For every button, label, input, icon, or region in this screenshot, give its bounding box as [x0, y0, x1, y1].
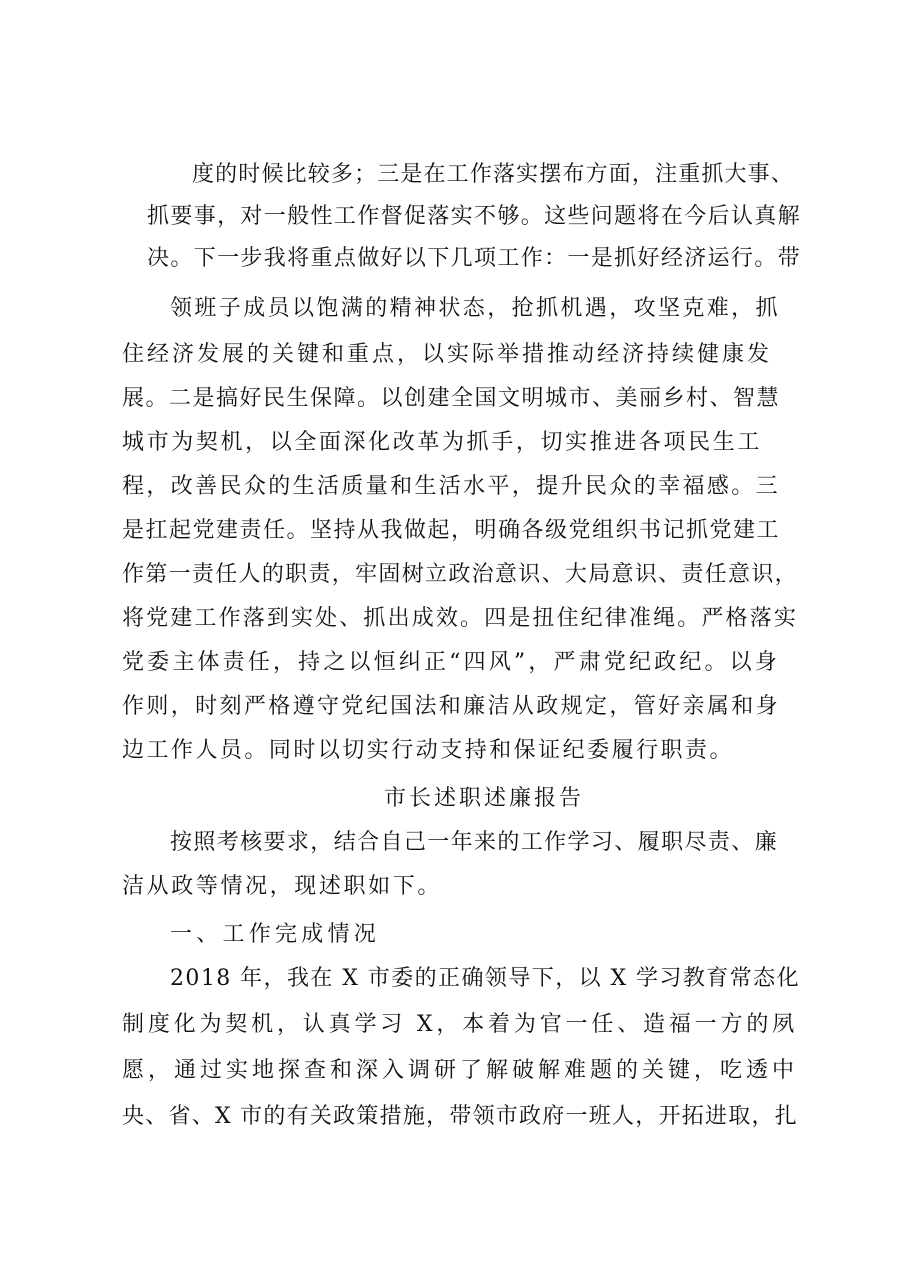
body-line: 央、省、X 市的有关政策措施，带领市政府一班人，开拓进取，扎	[122, 1104, 798, 1129]
body-line: 制度化为契机，认真学习 X，本着为官一任、造福一方的夙	[122, 1012, 798, 1037]
paragraph-line: 作第一责任人的职责，牢固树立政治意识、大局意识、责任意识，	[122, 562, 798, 587]
paragraph-line: 作则，时刻严格遵守党纪国法和廉洁从政规定，管好亲属和身	[122, 694, 780, 719]
paragraph-line: 住经济发展的关键和重点，以实际举措推动经济持续健康发	[122, 342, 772, 367]
intro-line: 按照考核要求，结合自己一年来的工作学习、履职尽责、廉	[170, 830, 778, 855]
body-line: 2018 年，我在 X 市委的正确领导下，以 X 学习教育常态化	[170, 966, 800, 991]
paragraph-line: 将党建工作落到实处、抓出成效。四是扭住纪律准绳。严格落实	[122, 606, 798, 631]
paragraph-line: 领班子成员以饱满的精神状态，抢抓机遇，攻坚克难，抓	[170, 296, 780, 321]
paragraph-line: 度的时候比较多；三是在工作落实摆布方面，注重抓大事、	[192, 162, 794, 187]
paragraph-line: 程，改善民众的生活质量和生活水平，提升民众的幸福感。三	[122, 474, 780, 499]
paragraph-line: 是扛起党建责任。坚持从我做起，明确各级党组织书记抓党建工	[122, 518, 780, 543]
intro-line: 洁从政等情况，现述职如下。	[122, 874, 442, 899]
paragraph-line: 边工作人员。同时以切实行动支持和保证纪委履行职责。	[122, 738, 734, 763]
body-line: 愿，通过实地探查和深入调研了解破解难题的关键，吃透中	[122, 1058, 798, 1083]
paragraph-line: 党委主体责任，持之以恒纠正“四风”，严肃党纪政纪。以身	[122, 650, 780, 675]
paragraph-line: 抓要事，对一般性工作督促落实不够。这些问题将在今后认真解	[147, 204, 801, 229]
paragraph-line: 城市为契机，以全面深化改革为抓手，切实推进各项民生工	[122, 430, 762, 455]
section-heading: 一、工作完成情况	[170, 922, 380, 947]
document-title: 市长述职述廉报告	[384, 786, 584, 811]
paragraph-line: 决。下一步我将重点做好以下几项工作：一是抓好经济运行。带	[147, 246, 801, 271]
paragraph-line: 展。二是搞好民生保障。以创建全国文明城市、美丽乡村、智慧	[122, 386, 780, 411]
